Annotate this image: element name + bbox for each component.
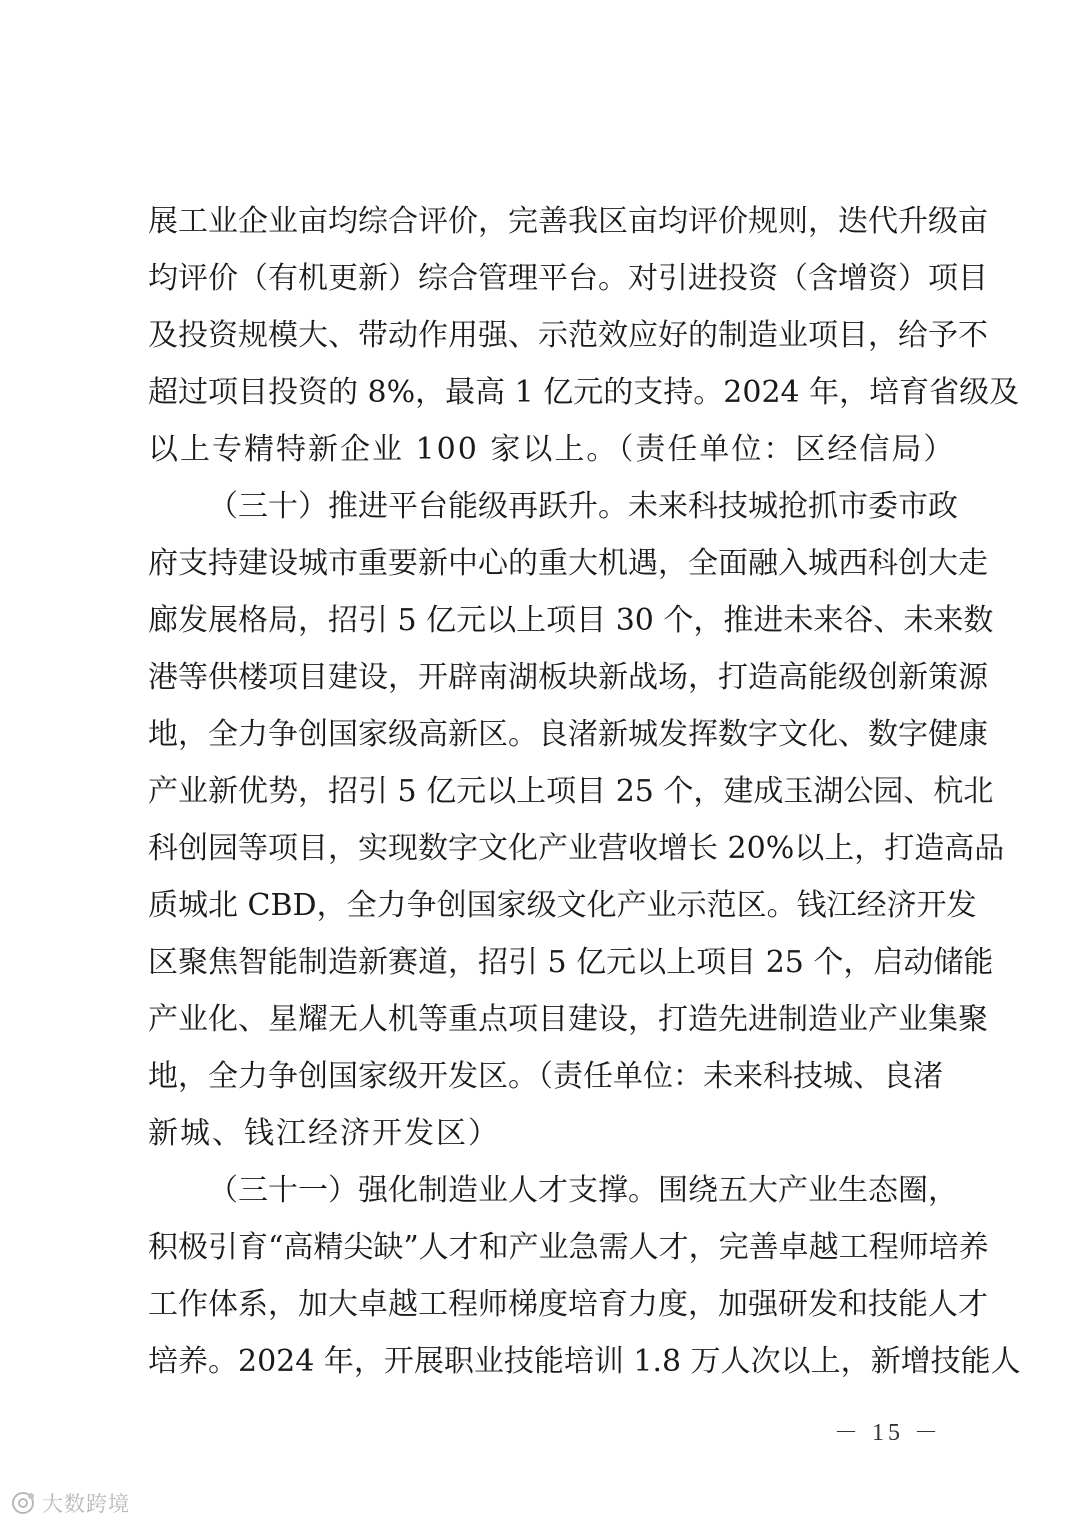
text-line: 新城、钱江经济开发区） [148,1116,500,1151]
text-line: 质城北 CBD，全力争创国家级文化产业示范区。钱江经济开发 [148,888,977,923]
paragraph-heading-line: （三十）推进平台能级再跃升。未来科技城抢抓市委市政 [208,489,958,524]
text-line: 府支持建设城市重要新中心的重大机遇，全面融入城西科创大走 [148,546,988,581]
text-line: 及投资规模大、带动作用强、示范效应好的制造业项目，给予不 [148,318,988,353]
paragraph-heading-line: （三十一）强化制造业人才支撑。围绕五大产业生态圈， [208,1173,958,1208]
text-line: 产业化、星耀无人机等重点项目建设，打造先进制造业产业集聚 [148,1002,988,1037]
text-line: 培养。2024 年，开展职业技能培训 1.8 万人次以上，新增技能人 [148,1344,1021,1379]
text-line: 科创园等项目，实现数字文化产业营收增长 20%以上，打造高品 [148,831,1005,866]
text-line: 展工业企业亩均综合评价，完善我区亩均评价规则，迭代升级亩 [148,204,988,239]
text-line: 积极引育“高精尖缺”人才和产业急需人才，完善卓越工程师培养 [148,1230,989,1265]
watermark [10,1488,130,1518]
text-line: 均评价（有机更新）综合管理平台。对引进投资（含增资）项目 [148,261,988,296]
text-line: 港等供楼项目建设，开辟南湖板块新战场，打造高能级创新策源 [148,660,988,695]
text-line: 地，全力争创国家级高新区。良渚新城发挥数字文化、数字健康 [148,717,988,752]
text-line: 廊发展格局，招引 5 亿元以上项目 30 个，推进未来谷、未来数 [148,603,994,638]
text-line: 地，全力争创国家级开发区。（责任单位：未来科技城、良渚 [148,1059,943,1094]
text-line: 超过项目投资的 8%，最高 1 亿元的支持。2024 年，培育省级及 [148,375,1020,410]
page-number: － 15 － [834,1420,942,1446]
text-line: 以上专精特新企业 100 家以上。（责任单位：区经信局） [148,432,956,467]
text-line: 工作体系，加大卓越工程师梯度培育力度，加强研发和技能人才 [148,1287,988,1322]
text-line: 产业新优势，招引 5 亿元以上项目 25 个，建成玉湖公园、杭北 [148,774,994,809]
watermark-text: 大数跨境 [42,1492,130,1516]
watermark-logo-icon [10,1490,36,1516]
text-line: 区聚焦智能制造新赛道，招引 5 亿元以上项目 25 个，启动储能 [148,945,994,980]
